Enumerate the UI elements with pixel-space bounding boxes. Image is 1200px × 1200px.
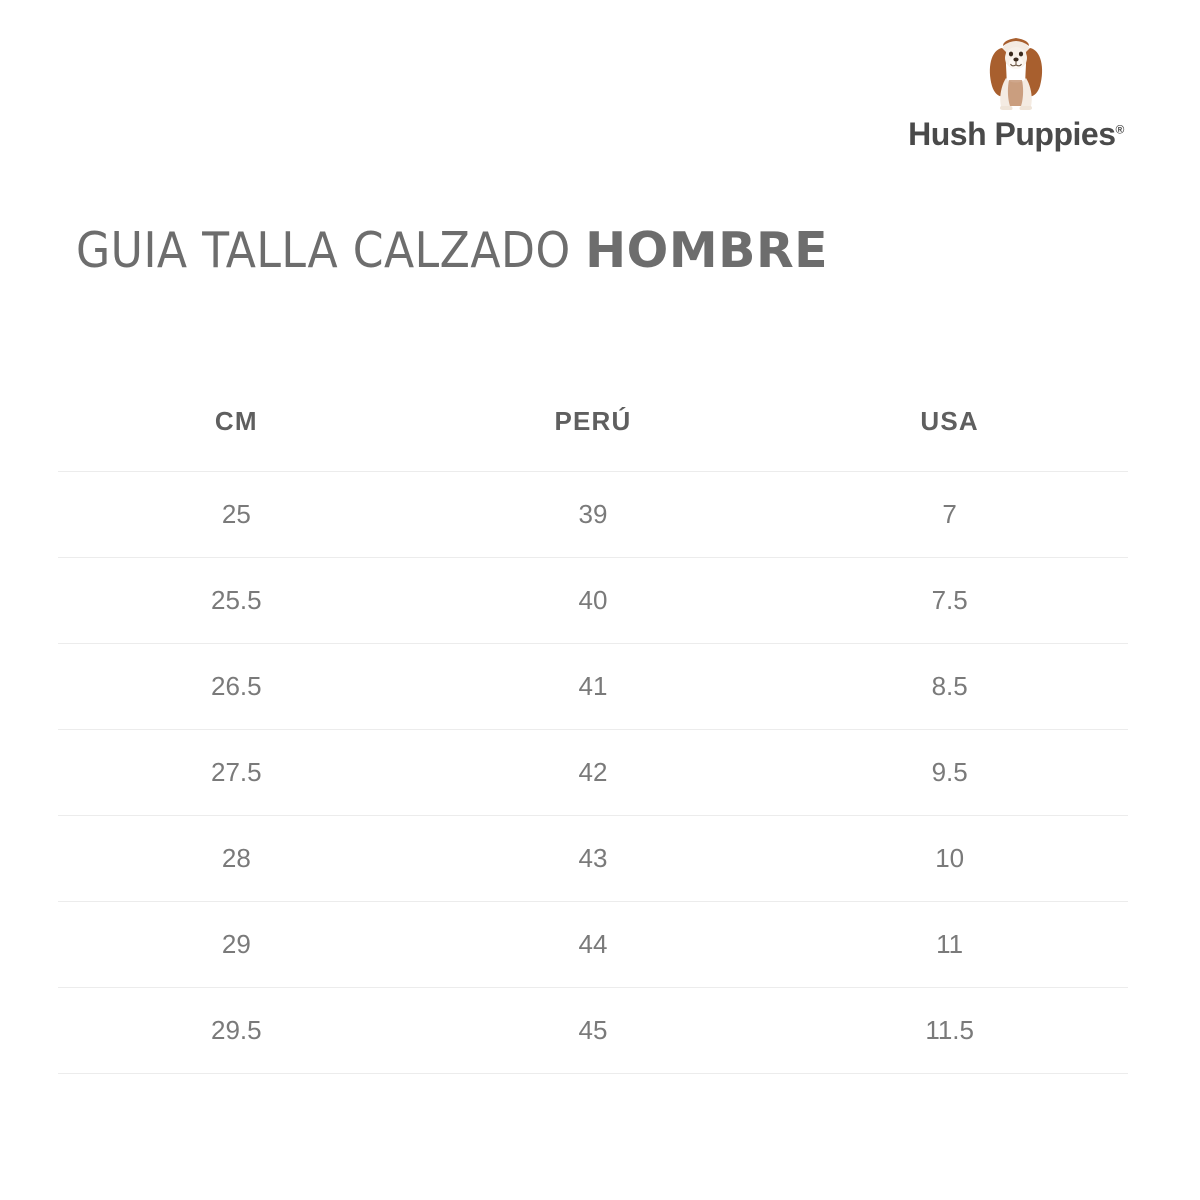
table-row [58,988,1128,1074]
cell-cm: 25.5 [58,558,415,644]
cell-cm: 26.5 [58,644,415,730]
registered-trademark-symbol: ® [1115,122,1124,137]
column-header-cm: CM [214,406,258,436]
cell-usa: 11.5 [771,988,1128,1074]
cell-cm: 29 [58,902,415,988]
table-header-row [58,396,1128,472]
brand-logo [886,34,1146,153]
cell-peru: 44 [415,902,772,988]
column-header-peru: PERÚ [554,406,632,436]
table-row [58,558,1128,644]
table-row [58,730,1128,816]
basset-hound-dog-icon [886,34,1146,112]
brand-name: Hush Puppies® [908,116,1124,152]
cell-cm: 29.5 [58,988,415,1074]
cell-usa: 8.5 [771,644,1128,730]
cell-peru: 40 [415,558,772,644]
cell-cm: 25 [58,472,415,558]
table-row [58,902,1128,988]
size-chart-table [58,396,1128,1074]
cell-peru: 39 [415,472,772,558]
table-row [58,816,1128,902]
cell-peru: 45 [415,988,772,1074]
column-header-usa: USA [920,406,979,436]
cell-usa: 9.5 [771,730,1128,816]
cell-usa: 7 [771,472,1128,558]
table-row [58,472,1128,558]
table-row [58,644,1128,730]
page-title-bold: HOMBRE [585,222,829,279]
cell-peru: 41 [415,644,772,730]
cell-cm: 28 [58,816,415,902]
cell-peru: 43 [415,816,772,902]
page-title-light: GUIA TALLA CALZADO [76,222,586,279]
cell-peru: 42 [415,730,772,816]
cell-cm: 27.5 [58,730,415,816]
cell-usa: 7.5 [771,558,1128,644]
cell-usa: 11 [771,902,1128,988]
cell-usa: 10 [771,816,1128,902]
page-title [76,222,828,279]
